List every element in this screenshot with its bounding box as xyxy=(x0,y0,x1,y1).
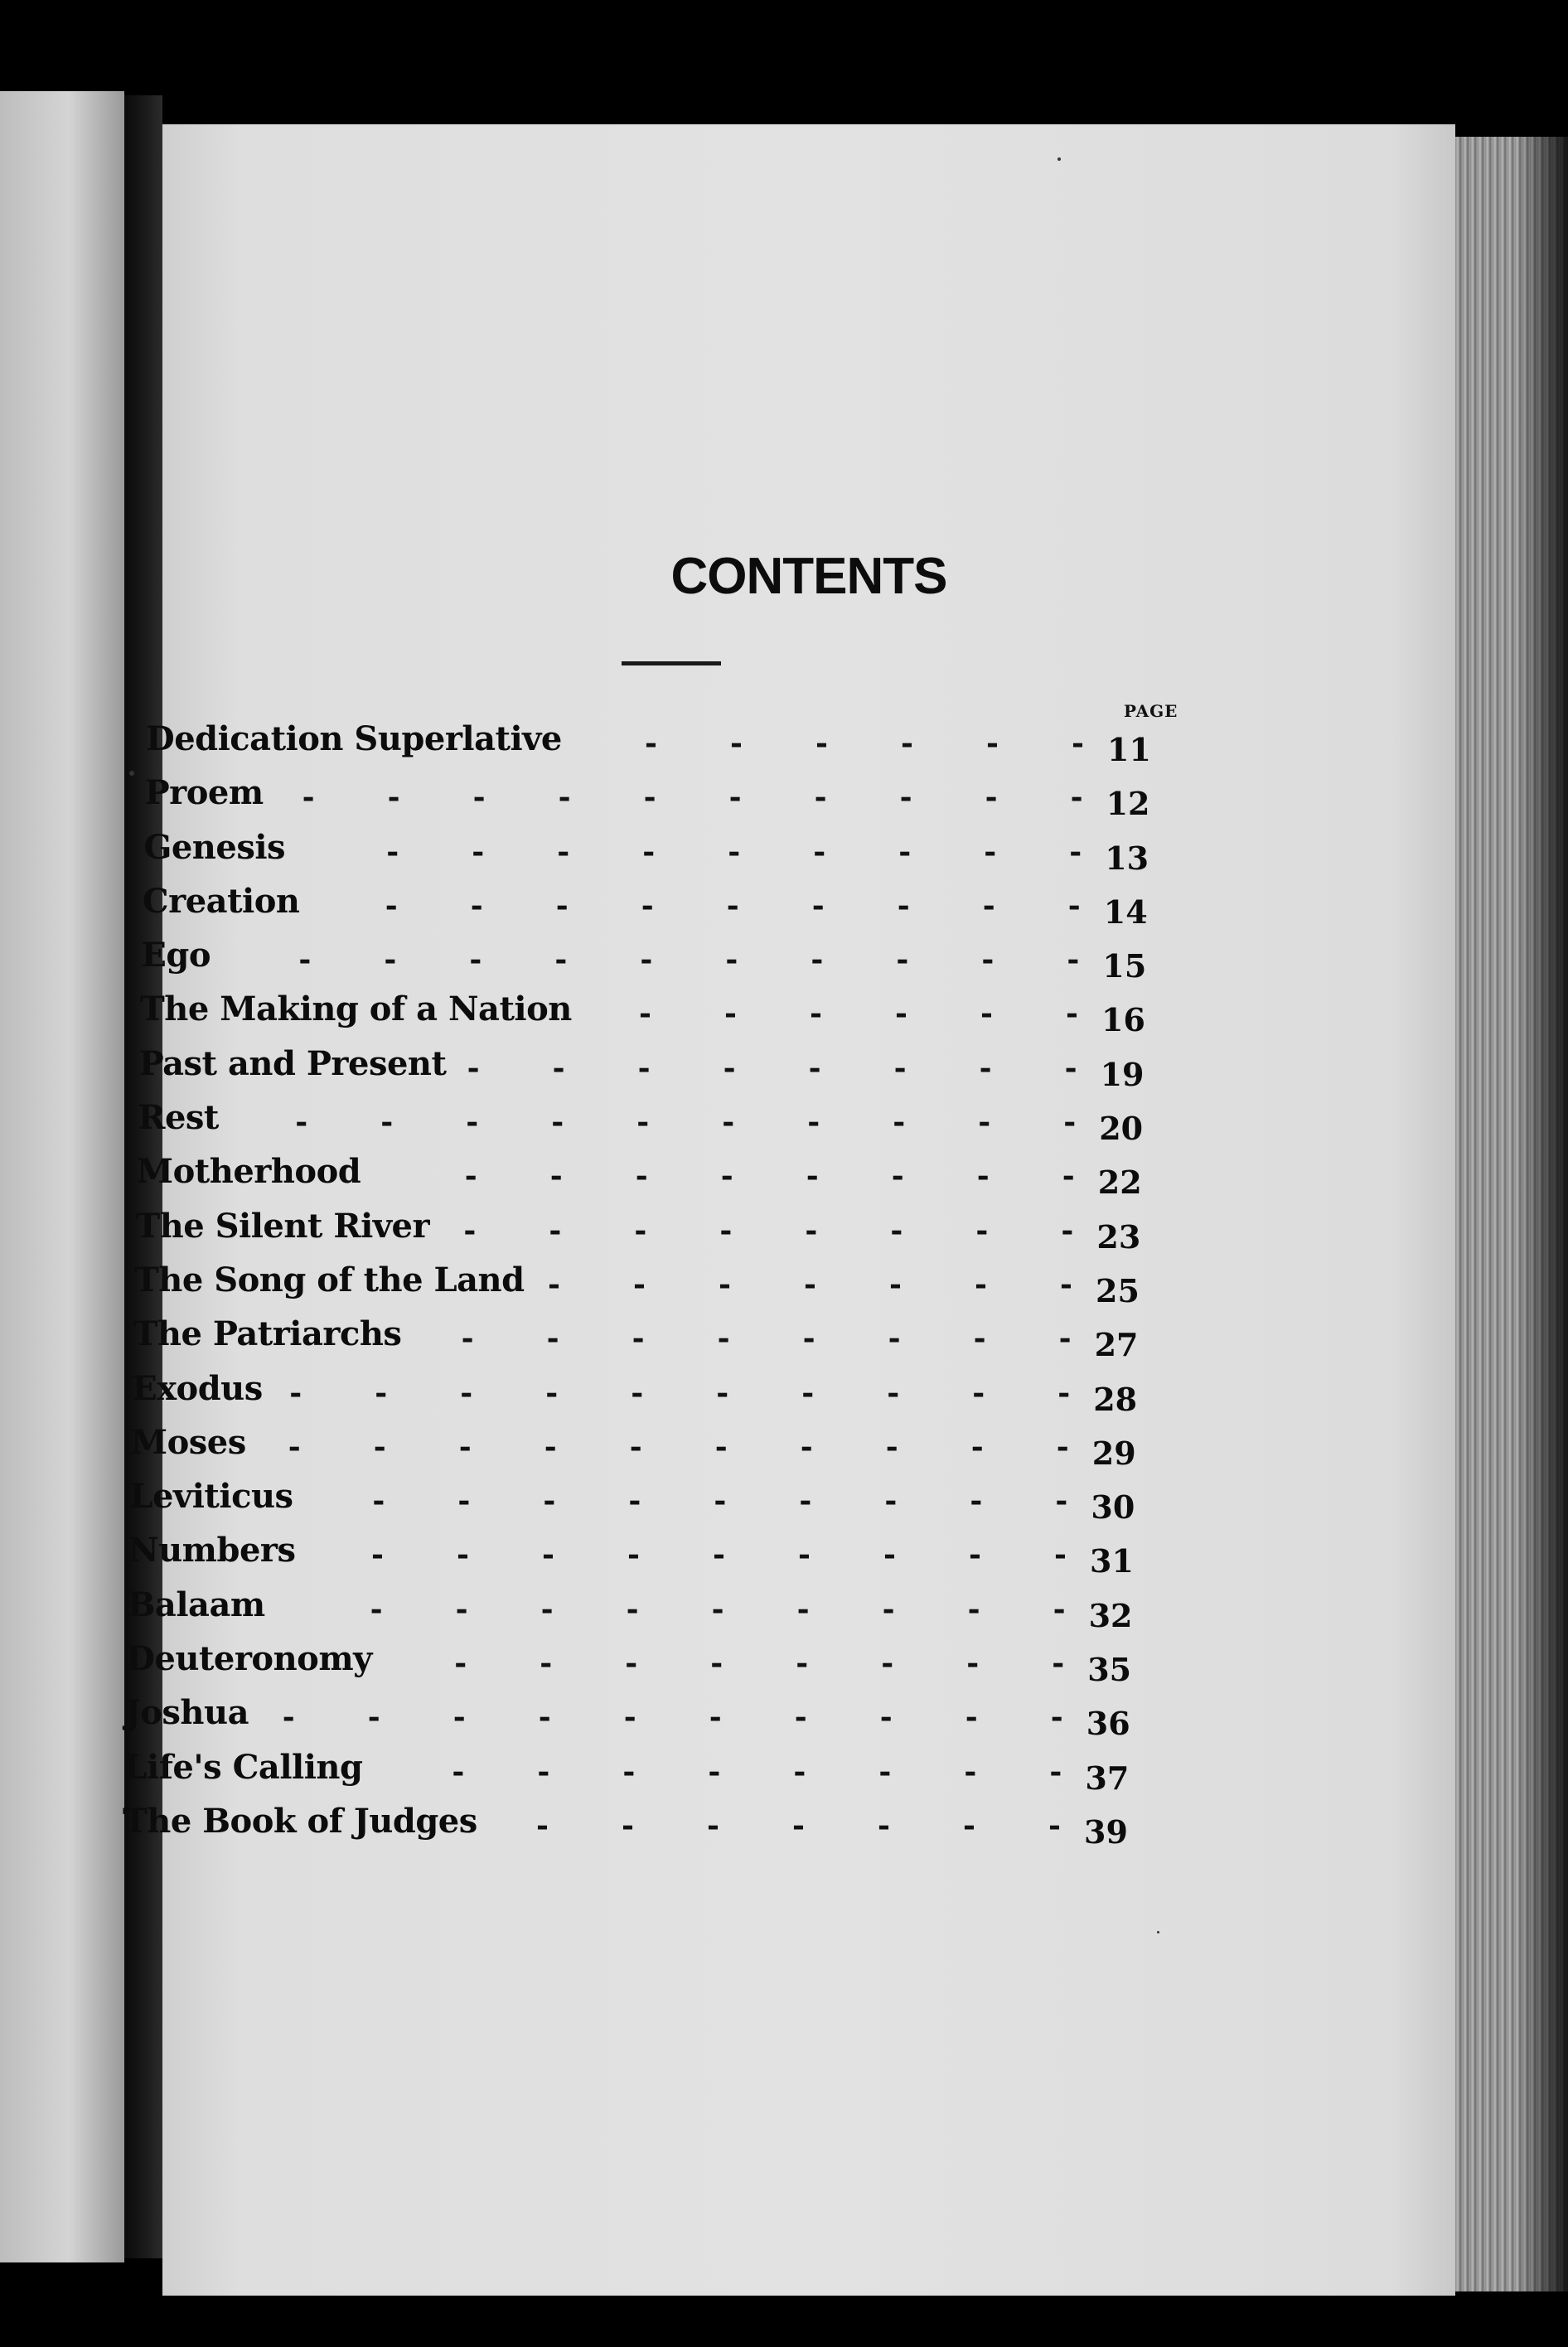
toc-page-number: 36 xyxy=(1086,1705,1130,1743)
toc-page-number: 27 xyxy=(1094,1326,1139,1364)
toc-row: Deuteronomy - - - - - - - - 35 xyxy=(126,1639,1132,1689)
toc-entry-title: The Book of Judges xyxy=(123,1801,477,1841)
toc-row: Exodus - - - - - - - - - - 28 xyxy=(132,1368,1138,1418)
toc-entry-title: Moses xyxy=(130,1422,246,1462)
toc-page-number: 20 xyxy=(1099,1110,1144,1148)
contents-page xyxy=(123,124,1455,2296)
toc-row: The Silent River - - - - - - - - 23 xyxy=(135,1206,1141,1256)
toc-row: Creation - - - - - - - - - 14 xyxy=(142,881,1148,931)
paper-speck xyxy=(1157,1931,1159,1933)
toc-row: Ego - - - - - - - - - - 15 xyxy=(141,936,1147,985)
toc-entry-title: The Patriarchs xyxy=(133,1314,402,1354)
facing-page-edge xyxy=(0,91,124,2262)
toc-row: Dedication Superlative - - - - - - 11 xyxy=(146,719,1151,768)
toc-entry-title: Exodus xyxy=(132,1368,263,1408)
paper-speck xyxy=(129,771,134,776)
toc-page-number: 25 xyxy=(1096,1271,1140,1309)
toc-entry-title: Dedication Superlative xyxy=(146,719,562,758)
toc-page-number: 16 xyxy=(1101,1001,1145,1039)
toc-entry-title: Motherhood xyxy=(136,1152,361,1192)
toc-entry-title: Joshua xyxy=(124,1693,249,1733)
toc-row: The Patriarchs - - - - - - - - 27 xyxy=(133,1314,1139,1364)
toc-page-number: 28 xyxy=(1093,1380,1138,1418)
toc-entry-title: Past and Present xyxy=(138,1043,447,1083)
toc-entry-title: Creation xyxy=(142,881,300,921)
toc-page-number: 29 xyxy=(1091,1434,1136,1472)
toc-row: Numbers - - - - - - - - - 31 xyxy=(128,1531,1134,1580)
toc-row: The Book of Judges - - - - - - - 39 xyxy=(123,1801,1128,1851)
toc-entry-title: Genesis xyxy=(143,827,286,867)
toc-page-number: 14 xyxy=(1103,893,1148,931)
toc-entry-title: Numbers xyxy=(128,1531,296,1570)
toc-entry-title: Rest xyxy=(138,1098,219,1138)
toc-row: Moses - - - - - - - - - - 29 xyxy=(130,1422,1136,1472)
toc-row: Balaam - - - - - - - - - 32 xyxy=(127,1585,1133,1634)
toc-page-number: 35 xyxy=(1087,1651,1132,1689)
toc-page-number: 32 xyxy=(1088,1596,1133,1634)
toc-row: Joshua - - - - - - - - - - 36 xyxy=(124,1693,1130,1743)
toc-entry-title: Balaam xyxy=(127,1585,265,1624)
toc-page-number: 15 xyxy=(1102,947,1147,985)
toc-row: Past and Present - - - - - - - - 19 xyxy=(138,1043,1145,1093)
toc-row: Motherhood - - - - - - - - 22 xyxy=(136,1152,1142,1202)
toc-page-number: 31 xyxy=(1090,1542,1134,1580)
toc-page-number: 19 xyxy=(1100,1055,1145,1093)
toc-page-number: 30 xyxy=(1091,1488,1135,1527)
toc-page-number: 37 xyxy=(1085,1759,1130,1797)
toc-row: Rest - - - - - - - - - - 20 xyxy=(138,1098,1144,1148)
toc-page-number: 22 xyxy=(1097,1164,1142,1202)
toc-entry-title: Ego xyxy=(141,936,211,975)
page-stack-shadow xyxy=(1517,137,1568,2291)
toc-row: Genesis - - - - - - - - - 13 xyxy=(143,827,1149,877)
page-title: CONTENTS xyxy=(670,548,947,605)
toc-page-number: 13 xyxy=(1105,839,1149,877)
paper-speck xyxy=(1057,157,1061,161)
toc-entry-title: The Silent River xyxy=(135,1206,430,1246)
toc-page-number: 39 xyxy=(1084,1812,1128,1851)
toc-entry-title: Leviticus xyxy=(129,1477,293,1517)
toc-entry-title: The Song of the Land xyxy=(134,1260,525,1299)
toc-row: Life's Calling - - - - - - - - 37 xyxy=(123,1747,1130,1797)
toc-page-number: 11 xyxy=(1107,731,1151,768)
toc-row: Proem - - - - - - - - - - 12 xyxy=(144,773,1150,823)
toc-page-number: 23 xyxy=(1096,1217,1141,1256)
toc-page-number: 12 xyxy=(1106,785,1150,823)
toc-row: The Making of a Nation - - - - - - 16 xyxy=(140,990,1145,1039)
toc-entry-title: The Making of a Nation xyxy=(140,990,572,1029)
title-rule xyxy=(622,661,721,665)
toc-entry-title: Life's Calling xyxy=(123,1747,363,1787)
toc-row: The Song of the Land - - - - - - - 25 xyxy=(134,1260,1140,1309)
page-column-label: PAGE xyxy=(1124,701,1178,721)
toc-entry-title: Deuteronomy xyxy=(126,1639,372,1679)
toc-row: Leviticus - - - - - - - - - 30 xyxy=(129,1477,1135,1527)
toc-entry-title: Proem xyxy=(144,773,264,813)
table-of-contents xyxy=(123,719,1306,1856)
